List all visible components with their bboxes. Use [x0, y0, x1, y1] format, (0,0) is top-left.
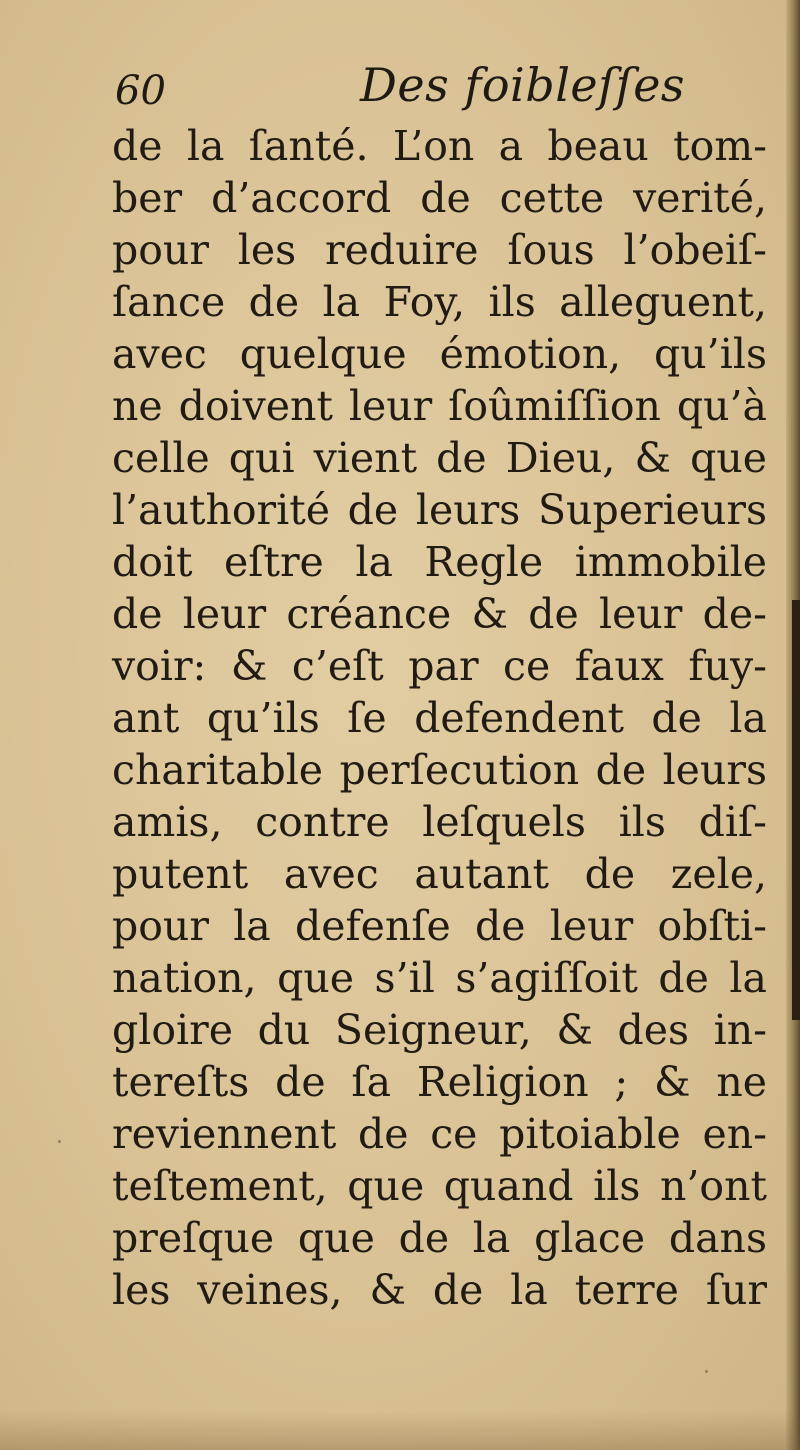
text-line: pour les reduire ſous l’obeiſ- [112, 226, 767, 274]
running-head: Des foibleſſes [360, 58, 686, 112]
text-line: reviennent de ce pitoiable en- [112, 1110, 767, 1158]
page-number: 60 [115, 68, 166, 114]
paper-speck [58, 1140, 61, 1143]
text-line: putent avec autant de zele, [112, 850, 767, 898]
text-line: ant qu’ils ſe defendent de la [112, 694, 767, 742]
body-text [112, 120, 767, 1316]
text-line: nation, que s’il s’agiſſoit de la [112, 954, 767, 1002]
text-line: avec quelque émotion, qu’ils [112, 330, 767, 378]
text-line: teſtement, que quand ils n’ont [112, 1162, 767, 1210]
text-line: ne doivent leur ſoûmiſſion qu’à [112, 382, 767, 430]
text-line: pour la defenſe de leur obſti- [112, 902, 767, 950]
text-line: ber d’accord de cette verité, [112, 174, 767, 222]
text-line: l’authorité de leurs Superieurs [112, 486, 767, 534]
text-line: celle qui vient de Dieu, & que [112, 434, 767, 482]
text-line: ſance de la Foy, ils alleguent, [112, 278, 767, 326]
text-line: de la ſanté. L’on a beau tom- [112, 122, 767, 170]
text-line: voir: & c’eſt par ce faux fuy- [112, 642, 767, 690]
page-edge-shadow [792, 600, 800, 1020]
page-bottom-shade [0, 1410, 800, 1450]
text-line: gloire du Seigneur, & des in- [112, 1006, 767, 1054]
paper-speck [705, 1370, 708, 1373]
text-line: les veines, & de la terre ſur [112, 1266, 767, 1314]
text-line: amis, contre leſquels ils diſ- [112, 798, 767, 846]
text-line: tereſts de ſa Religion ; & ne [112, 1058, 767, 1106]
page-header [115, 58, 755, 118]
text-line: doit eſtre la Regle immobile [112, 538, 767, 586]
text-line: preſque que de la glace dans [112, 1214, 767, 1262]
text-line: charitable perſecution de leurs [112, 746, 767, 794]
text-line: de leur créance & de leur de- [112, 590, 767, 638]
